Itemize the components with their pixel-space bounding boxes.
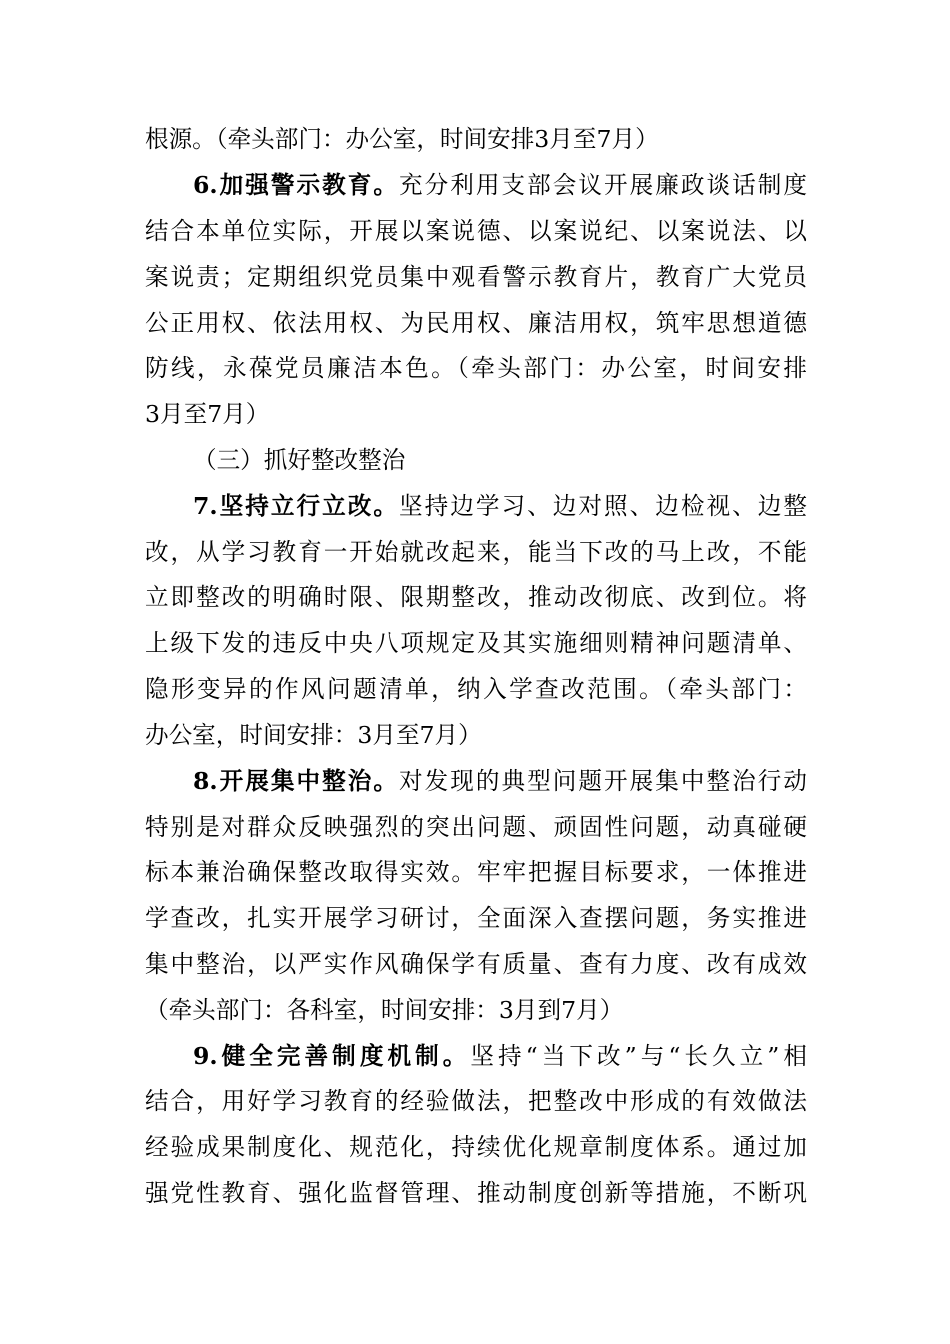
item-text: 坚持“当下改”与“长久立”相 [470, 1042, 807, 1070]
paragraph-line: 强党性教育、强化监督管理、推动制度创新等措施，不断巩 [145, 1179, 807, 1207]
item-heading: 8.开展集中整治。 [193, 767, 400, 795]
paragraph-line [193, 759, 807, 803]
item-text: 充分利用支部会议开展廉政谈话制度 [399, 171, 807, 199]
paragraph-line [193, 163, 807, 207]
paragraph-line: 公正用权、依法用权、为民用权、廉洁用权，筑牢思想道德 [145, 309, 807, 337]
paragraph-line: 3月至7月） [145, 400, 270, 428]
paragraph-line: 防线，永葆党员廉洁本色。（牵头部门：办公室，时间安排 [145, 354, 807, 382]
paragraph-line: 结合本单位实际，开展以案说德、以案说纪、以案说法、以 [145, 217, 807, 245]
item-text: 坚持边学习、边对照、边检视、边整 [399, 492, 807, 520]
paragraph-line: 上级下发的违反中央八项规定及其实施细则精神问题清单、 [145, 629, 807, 657]
paragraph-line: 办公室，时间安排：3月至7月） [145, 721, 482, 749]
item-heading: 6.加强警示教育。 [193, 171, 400, 199]
paragraph-line: （牵头部门：各科室，时间安排：3月到7月） [145, 996, 624, 1024]
paragraph-line: 案说责；定期组织党员集中观看警示教育片，教育广大党员 [145, 263, 807, 291]
section-heading: （三）抓好整改整治 [193, 446, 406, 474]
paragraph-line: 结合，用好学习教育的经验做法，把整改中形成的有效做法 [145, 1087, 807, 1115]
paragraph-line: 改，从学习教育一开始就改起来，能当下改的马上改，不能 [145, 538, 807, 566]
paragraph-line: 立即整改的明确时限、限期整改，推动改彻底、改到位。将 [145, 583, 807, 611]
paragraph-line [193, 1034, 807, 1078]
paragraph-line: 根源。（牵头部门：办公室，时间安排3月至7月） [145, 125, 659, 153]
paragraph-line: 标本兼治确保整改取得实效。牢牢把握目标要求，一体推进 [145, 858, 807, 886]
paragraph-line: 学查改，扎实开展学习研讨，全面深入查摆问题，务实推进 [145, 904, 807, 932]
item-heading: 7.坚持立行立改。 [193, 492, 400, 520]
paragraph-line: 隐形变异的作风问题清单，纳入学查改范围。（牵头部门： [145, 675, 807, 703]
item-heading: 9.健全完善制度机制。 [193, 1042, 471, 1070]
paragraph-line: 经验成果制度化、规范化，持续优化规章制度体系。通过加 [145, 1133, 807, 1161]
item-text: 对发现的典型问题开展集中整治行动 [399, 767, 807, 795]
paragraph-line [193, 484, 807, 528]
paragraph-line: 特别是对群众反映强烈的突出问题、顽固性问题，动真碰硬 [145, 813, 807, 841]
paragraph-line: 集中整治，以严实作风确保学有质量、查有力度、改有成效 [145, 950, 807, 978]
